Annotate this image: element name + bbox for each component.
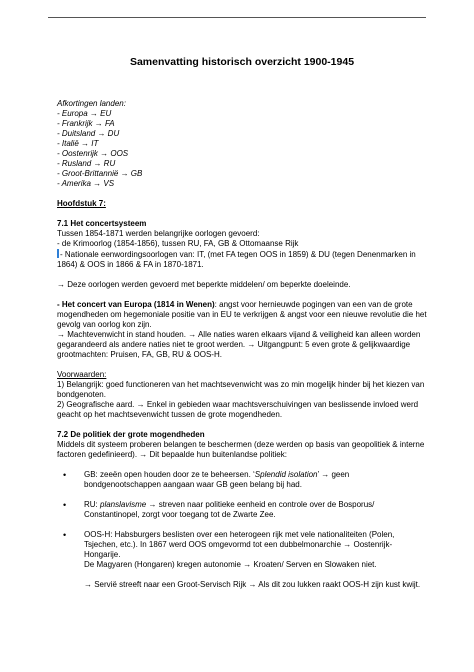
chapter-heading: Hoofdstuk 7: [57, 199, 106, 208]
paragraph [57, 249, 427, 270]
section-heading-7-1: 7.1 Het concertsysteem [57, 219, 147, 228]
list-text: GB: zeeën open houden door ze te beheersen. ‘ [84, 470, 255, 479]
section-heading-7-2: 7.2 De politiek der grote mogendheden [57, 430, 205, 439]
document-page [57, 56, 427, 590]
paragraph [57, 300, 427, 330]
document-title: Samenvatting historisch overzicht 1900-1945 [129, 56, 355, 68]
abbreviation-item: - Amerika → VS [57, 179, 115, 188]
powers-list [57, 470, 427, 590]
abbreviation-item: - Europa → EU [57, 109, 112, 118]
abbreviation-item: - Oostenrijk → OOS [57, 149, 129, 158]
list-text: De Magyaren (Hongaren) kregen autonomie → Kroaten/ Serven en Slowaken niet. [84, 560, 377, 569]
paragraph: - de Krimoorlog (1854-1856), tussen RU, FA, GB & Ottomaanse Rijk [57, 239, 299, 248]
list-text: → Servië streeft naar een Groot-Servisch Rijk → Als dit zou lukken raakt OOS-H zijn kust kwijt. [84, 580, 421, 589]
list-item [57, 500, 427, 520]
abbreviations-section [57, 99, 427, 189]
list-text: ’ → geen bondgenootschappen aangaan waar GB geen belang bij had. [84, 470, 350, 489]
list-text: RU: [84, 500, 100, 509]
paragraph: → Machtevenwicht in stand houden. → Alle naties waren elkaars vijand & veiligheid kan alleen worden gegarandeerd als andere naties niet te groot werden. → Uitgangpunt: 5 even grote & gelijkwaardige grootmachten: Pruisen, FA, GB, RU & OOS-H. [57, 330, 421, 359]
list-emphasis: Splendid isolation [254, 470, 318, 479]
concert-title: - Het concert van Europa (1814 in Wenen) [57, 300, 215, 309]
abbreviation-item: - Groot-Brittannië → GB [57, 169, 143, 178]
list-emphasis: planslavisme [100, 500, 147, 509]
paragraph: → Deze oorlogen werden gevoerd met beperkte middelen/ om beperkte doeleinde. [57, 280, 351, 289]
text-cursor-marker [57, 249, 59, 258]
list-text: • OOS-H: Habsburgers beslisten over een heterogeen rijk met vele nationaliteiten (Polen, Tsjechen, etc.). In 1867 werd OOS omgevormd tot een dubbelmonarchie → Oostenrijk-Hongarije. [84, 530, 395, 559]
abbreviation-item: - Rusland → RU [57, 159, 116, 168]
abbreviation-item: - Duitsland → DU [57, 129, 120, 138]
list-text: → streven naar politieke eenheid en controle over de Bosporus/ Constantinopel, zorgt voor toegang tot de Zwarte Zee. [84, 500, 375, 519]
list-item [57, 530, 427, 590]
paragraph: Tussen 1854-1871 werden belangrijke oorlogen gevoerd: [57, 229, 260, 238]
paragraph: 2) Geografische aard. → Enkel in gebieden waar machtsverschuivingen van beslissende invloed werd geacht op het machtsevenwicht tussen de grote mogendheden. [57, 400, 419, 419]
paragraph: 1) Belangrijk: goed functioneren van het machtsevenwicht was zo min mogelijk hinder bij het kiezen van bondgenoten. [57, 380, 425, 399]
concert-text: : angst voor hernieuwde pogingen van een van de grote mogendheden om hegemoniale positie van in EU te verkrijgen & angst voor een nieuwe revolutie die het gevolg van oorlog kon zijn. [57, 300, 427, 329]
voorwaarden-heading: Voorwaarden: [57, 370, 107, 379]
paragraph: Middels dit systeem proberen belangen te beschermen (deze werden op basis van geopolitiek & interne factoren gedefinieerd). → Dit bepaalde hun buitenlandse politiek: [57, 440, 425, 459]
abbreviation-item: - Italië → IT [57, 139, 99, 148]
paragraph-text: - Nationale eenwordingsoorlogen van: IT, (met FA tegen OOS in 1859) & DU (tegen Denenmarken in 1864) & OOS in 1866 & FA in 1870-1871. [57, 250, 416, 269]
abbreviations-heading: Afkortingen landen: [57, 99, 126, 108]
header-rule [48, 17, 426, 18]
list-item [57, 470, 427, 490]
abbreviation-item: - Frankrijk → FA [57, 119, 115, 128]
